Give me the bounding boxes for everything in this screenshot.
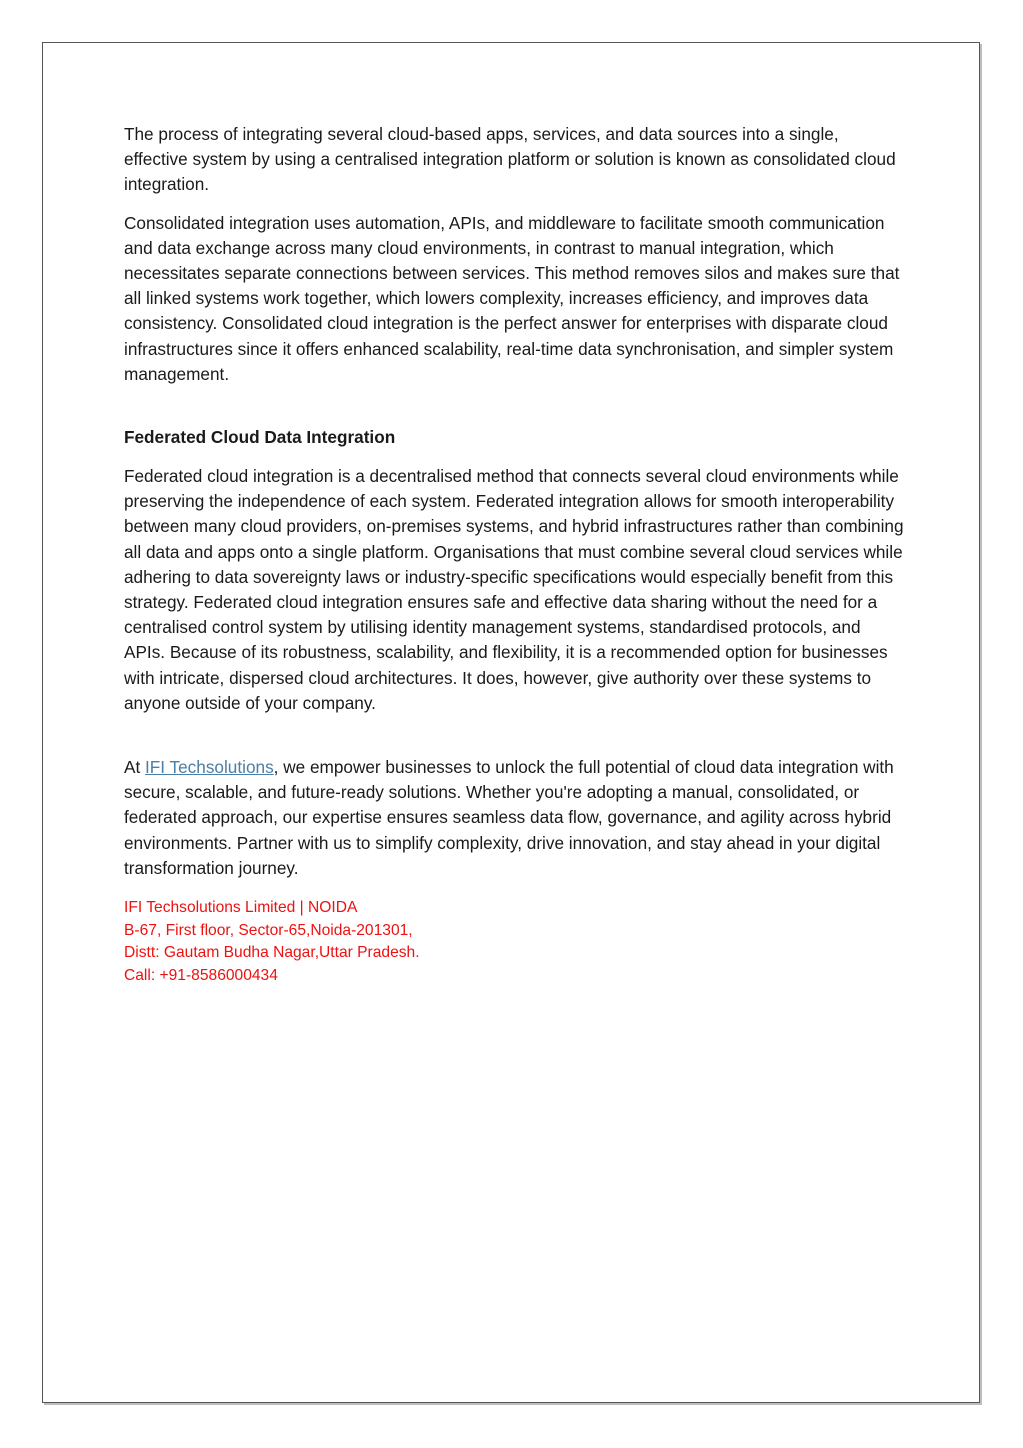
- contact-phone: Call: +91-8586000434: [124, 966, 278, 984]
- cta-body: , we empower businesses to unlock the full potential of cloud data integration with secure, scalable, and future-ready solutions. Whether you're adopting a manual, consolidated, or federated approach, our expertise ensures seamless data flow, governance, and agility across hybrid environments. Partner with us to simplify complexity, drive innovation, and stay ahead in your digital transformation journey.: [124, 757, 894, 878]
- paragraph-federated: Federated cloud integration is a decentralised method that connects several cloud environments while preserving the independence of each system. Federated integration allows for smooth interoperability between many cloud providers, on-premises systems, and hybrid infrastructures rather than combining all data and apps onto a single platform. Organisations that must combine several cloud services while adhering to data sovereignty laws or industry-specific specifications would especially benefit from this strategy. Federated cloud integration ensures safe and effective data sharing without the need for a centralised control system by utilising identity management systems, standardised protocols, and APIs. Because of its robustness, scalability, and flexibility, it is a recommended option for businesses with intricate, dispersed cloud architectures. It does, however, give authority over these systems to anyone outside of your company.: [124, 466, 904, 713]
- contact-address: B-67, First floor, Sector-65,Noida-201301,: [124, 921, 413, 939]
- ifi-techsolutions-link[interactable]: IFI Techsolutions: [145, 757, 274, 778]
- section-heading-federated: Federated Cloud Data Integration: [124, 427, 396, 448]
- paragraph-cta: [124, 755, 904, 881]
- paragraph-consolidated-intro: The process of integrating several cloud-based apps, services, and data sources into a single, effective system by using a centralised integration platform or solution is known as consolidated cloud integration.: [124, 124, 896, 195]
- cta-prefix: At: [124, 757, 146, 778]
- contact-company: IFI Techsolutions Limited | NOIDA: [124, 899, 358, 917]
- contact-district: Distt: Gautam Budha Nagar,Uttar Pradesh.: [124, 944, 420, 962]
- contact-block: [124, 897, 904, 987]
- document-body: [124, 122, 904, 987]
- paragraph-consolidated-detail: Consolidated integration uses automation, APIs, and middleware to facilitate smooth communication and data exchange across many cloud environments, in contrast to manual integration, which necessitates separate connections between services. This method removes silos and makes sure that all linked systems work together, which lowers complexity, increases efficiency, and improves data consistency. Consolidated cloud integration is the perfect answer for enterprises with disparate cloud infrastructures since it offers enhanced scalability, real-time data synchronisation, and simpler system management.: [124, 212, 900, 384]
